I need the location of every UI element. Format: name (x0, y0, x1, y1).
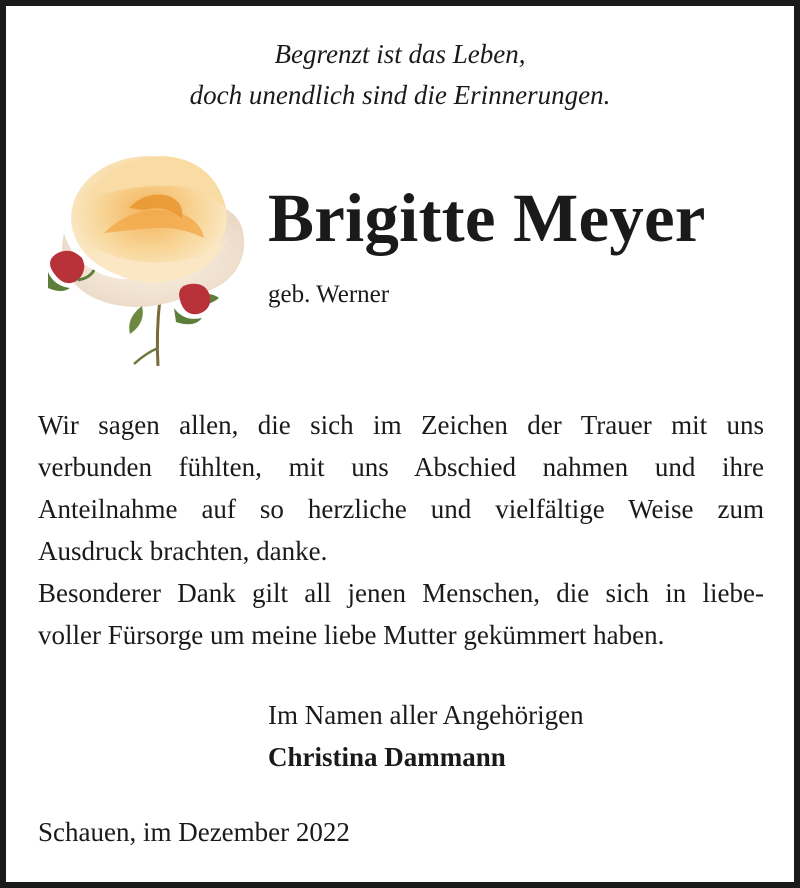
text-line: Ausdruck brachten, danke. (38, 536, 328, 566)
text-line: voller Fürsorge um meine liebe Mutter gekümmert haben. (38, 620, 665, 650)
signature-name: Christina Dammann (268, 742, 506, 772)
signature-block (268, 694, 584, 778)
signature-intro: Im Namen aller Angehörigen (268, 700, 584, 730)
text-line: verbunden fühlten, mit uns Abschied nahmen und ihre (38, 452, 764, 482)
place-date: Schauen, im Dezember 2022 (38, 817, 350, 847)
text-line: Besonderer Dank gilt all jenen Menschen, die sich in liebe- (38, 578, 764, 608)
motto-line: Begrenzt ist das Leben, (274, 39, 526, 69)
deceased-name: Brigitte Meyer (268, 180, 706, 256)
motto (6, 34, 794, 116)
rose-icon (34, 138, 264, 374)
thank-you-text (38, 404, 764, 656)
motto-line: doch unendlich sind die Erinnerungen. (189, 80, 611, 110)
maiden-name: geb. Werner (268, 281, 390, 308)
text-line: Anteilnahme auf so herzliche und vielfältige Weise zum (38, 494, 764, 524)
text-line: Wir sagen allen, die sich im Zeichen der Trauer mit uns (38, 410, 764, 440)
